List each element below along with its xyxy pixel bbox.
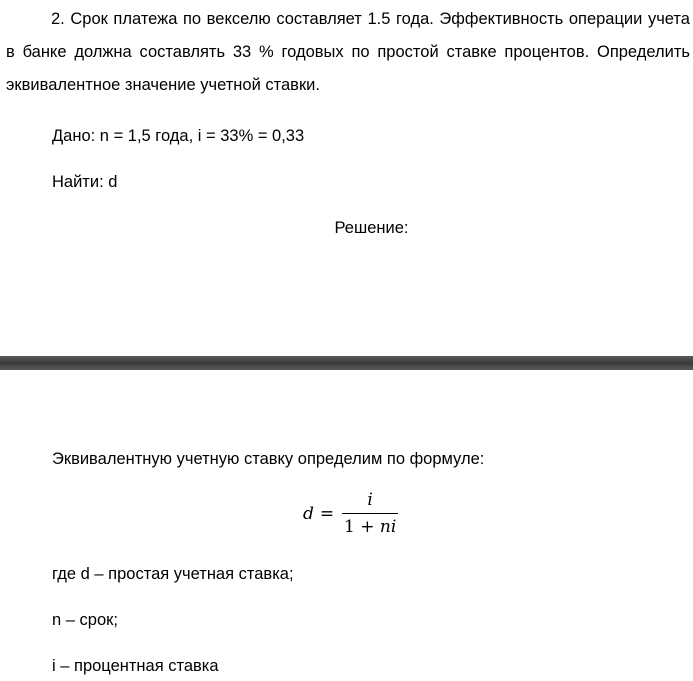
formula-numerator: i — [342, 490, 398, 514]
solution-heading: Решение: — [334, 219, 409, 237]
formula-lhs: d — [303, 503, 314, 524]
equivalent-rate-formula — [303, 490, 398, 537]
find-line: Найти: d — [52, 173, 118, 191]
problem-number: 2. — [51, 10, 65, 28]
problem-statement — [6, 3, 690, 102]
formula-denominator — [344, 514, 396, 537]
problem-text: Срок платежа по векселю составляет 1.5 года. Эффективность операции учета в банке должна составлять 33 % годовых по простой ставке процентов. Определить эквивалентное значение учетной ставки. — [6, 10, 690, 94]
formula-intro: Эквивалентную учетную ставку определим по формуле: — [52, 450, 485, 468]
formula-fraction — [342, 490, 398, 537]
formula-equals: = — [319, 503, 335, 524]
formula-denominator-prefix: 1 + — [344, 517, 380, 537]
definition-n: n – срок; — [52, 611, 118, 629]
page-break-divider — [0, 356, 693, 370]
definition-i: i – процентная ставка — [52, 657, 219, 675]
definition-d: где d – простая учетная ставка; — [52, 565, 294, 583]
formula-denominator-var: ni — [379, 517, 397, 537]
given-line: Дано: n = 1,5 года, i = 33% = 0,33 — [52, 127, 305, 145]
